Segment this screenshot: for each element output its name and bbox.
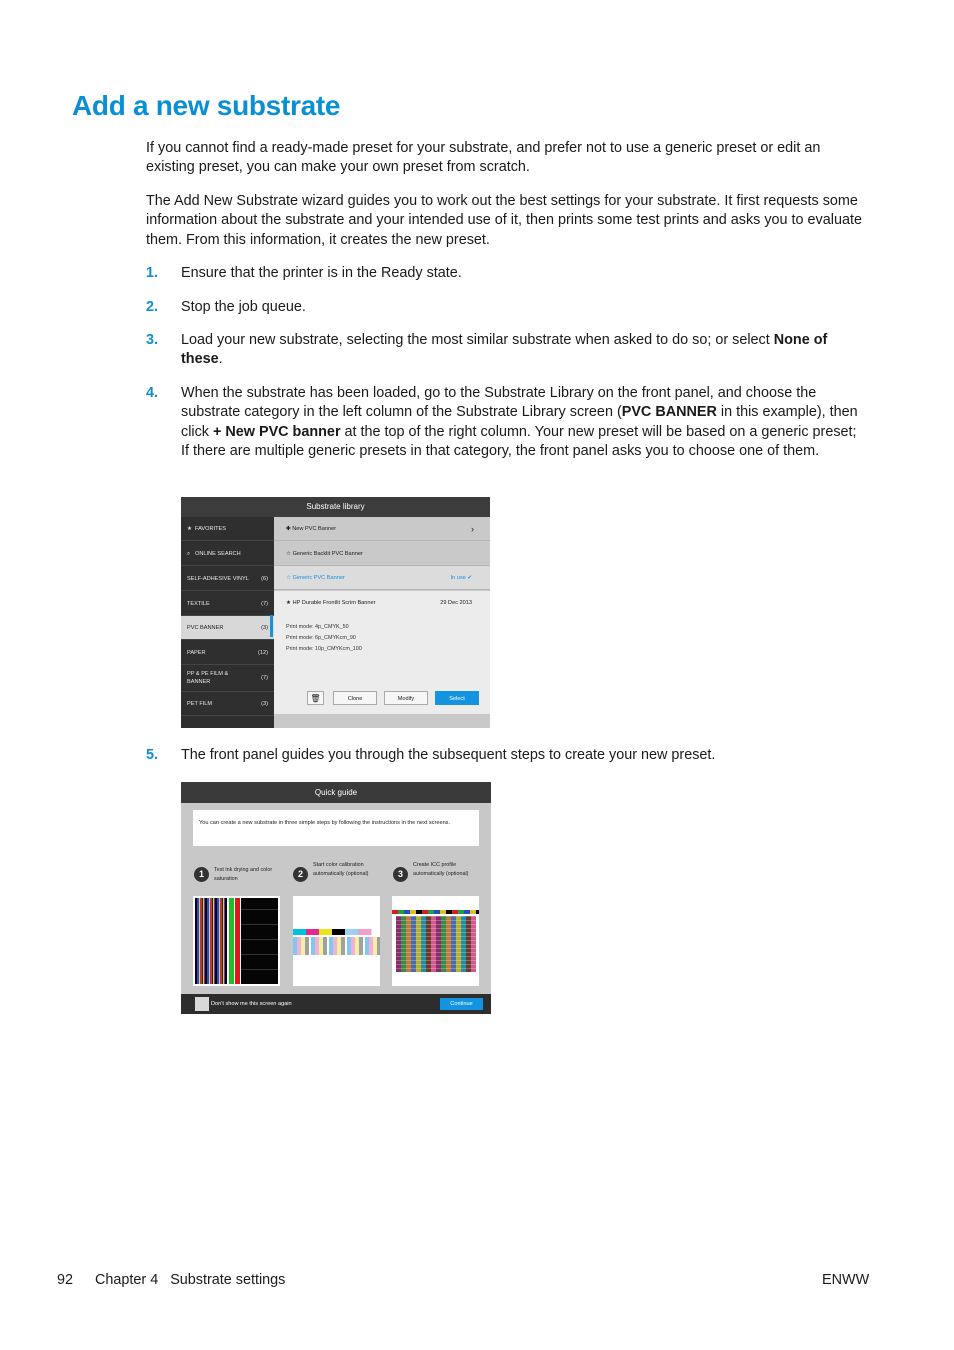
continue-button[interactable]: Continue	[440, 998, 483, 1010]
page-number: 92	[57, 1272, 74, 1288]
step-one-badge: 1	[194, 867, 209, 882]
step-two-badge: 2	[293, 867, 308, 882]
step-number: 1.	[146, 265, 159, 281]
guide-footer-bar	[181, 994, 491, 1014]
step-number: 2.	[146, 299, 159, 315]
step-text: Ensure that the printer is in the Ready state.	[181, 265, 462, 281]
chapter-label: Chapter 4 Substrate settings	[95, 1272, 286, 1288]
step-text: Load your new substrate, selecting the most similar substrate when asked to do so; or select None of these.	[181, 332, 828, 368]
footer-enww: ENWW	[822, 1272, 870, 1288]
guide-intro-box: You can create a new substrate in three simple steps by following the instructions in the next screens.	[193, 810, 479, 846]
preset-list	[274, 517, 490, 728]
step-three-badge: 3	[393, 867, 408, 882]
preset-hp-durable-scrim[interactable]: ★ HP Durable Frontlit Scrim Banner 29 Dec 2013	[274, 591, 490, 615]
print-mode: Print mode: 4p_CMYK_50	[286, 624, 349, 630]
delete-button[interactable]	[307, 691, 324, 705]
preset-generic-pvc[interactable]: ☆ Generic PVC Banner In use ✔	[274, 566, 490, 590]
category-pvc-banner[interactable]: PVC BANNER (3)	[181, 616, 274, 640]
modify-button[interactable]: Modify	[384, 691, 428, 705]
dont-show-label: Don't show me this screen again	[211, 1001, 292, 1007]
category-favorites[interactable]: ★ FAVORITES	[181, 517, 274, 541]
icc-profile-chart-image	[392, 896, 479, 986]
select-button[interactable]: Select	[435, 691, 479, 705]
star-outline-icon: ☆	[286, 550, 293, 557]
library-title: Substrate library	[181, 497, 490, 517]
trash-icon: 🗑	[310, 694, 321, 703]
step-text: Stop the job queue.	[181, 299, 306, 315]
quick-guide-screenshot: Quick guide You can create a new substrate in three simple steps by following the instructions in the next screens. 1 Test ink drying and color saturation 2 Start color calibration automatically (optional) 3 Create ICC profile automatically (optional) Don't show me this screen again Continue	[181, 782, 491, 1014]
scroll-indicator	[270, 615, 273, 637]
category-pp-pe-film[interactable]: PP & PE FILM & BANNER (7)	[181, 665, 274, 692]
search-icon: ⌕	[187, 550, 191, 557]
step-text: When the substrate has been loaded, go to the Substrate Library on the front panel, and choose the substrate category in the left column of the Substrate Library screen (PVC BANNER in this example), then click + New PVC banner at the top of the right column. Your new preset will be based on a generic preset; If there are multiple generic presets in that category, the front panel asks you to choose one of them.	[181, 385, 858, 460]
category-self-adhesive-vinyl[interactable]: SELF-ADHESIVE VINYL (6)	[181, 567, 274, 591]
category-online-search[interactable]: ⌕ ONLINE SEARCH	[181, 542, 274, 566]
print-mode: Print mode: 10p_CMYKcm_100	[286, 646, 362, 652]
new-pvc-banner-item[interactable]: ✚ New PVC Banner ›	[274, 517, 490, 541]
clone-button[interactable]: Clone	[333, 691, 377, 705]
wizard-paragraph: The Add New Substrate wizard guides you to work out the best settings for your substrate. It first requests some information about the substrate and your intended use of it, then prints some test prints and asks you to evaluate them. From this information, it creates the new preset.	[146, 193, 862, 248]
step-text: The front panel guides you through the subsequent steps to create your new preset.	[181, 747, 716, 763]
print-mode: Print mode: 6p_CMYKcm_90	[286, 635, 356, 641]
check-icon: ✔	[467, 574, 472, 581]
page-title: Add a new substrate	[72, 90, 341, 121]
step-number: 5.	[146, 747, 159, 763]
star-icon: ★	[187, 525, 193, 532]
ink-drying-test-image	[193, 896, 280, 986]
color-calibration-image	[293, 896, 380, 986]
preset-generic-backlit[interactable]: ☆ Generic Backlit PVC Banner	[274, 542, 490, 566]
dont-show-checkbox[interactable]	[195, 997, 209, 1011]
step-number: 4.	[146, 385, 159, 401]
category-list	[181, 517, 274, 728]
intro-paragraph: If you cannot find a ready-made preset for your substrate, and prefer not to use a generic preset or edit an existing preset, you can make your own preset from scratch.	[146, 140, 821, 176]
step-number: 3.	[146, 332, 159, 348]
guide-title: Quick guide	[181, 782, 491, 803]
category-pet-film[interactable]: PET FILM (3)	[181, 692, 274, 716]
star-filled-icon: ★	[286, 600, 293, 606]
star-outline-icon: ☆	[286, 574, 293, 581]
plus-icon: ✚	[286, 525, 293, 532]
category-paper[interactable]: PAPER (12)	[181, 641, 274, 665]
chevron-right-icon: ›	[471, 523, 474, 534]
category-textile[interactable]: TEXTILE (7)	[181, 592, 274, 616]
substrate-library-screenshot	[181, 497, 490, 728]
